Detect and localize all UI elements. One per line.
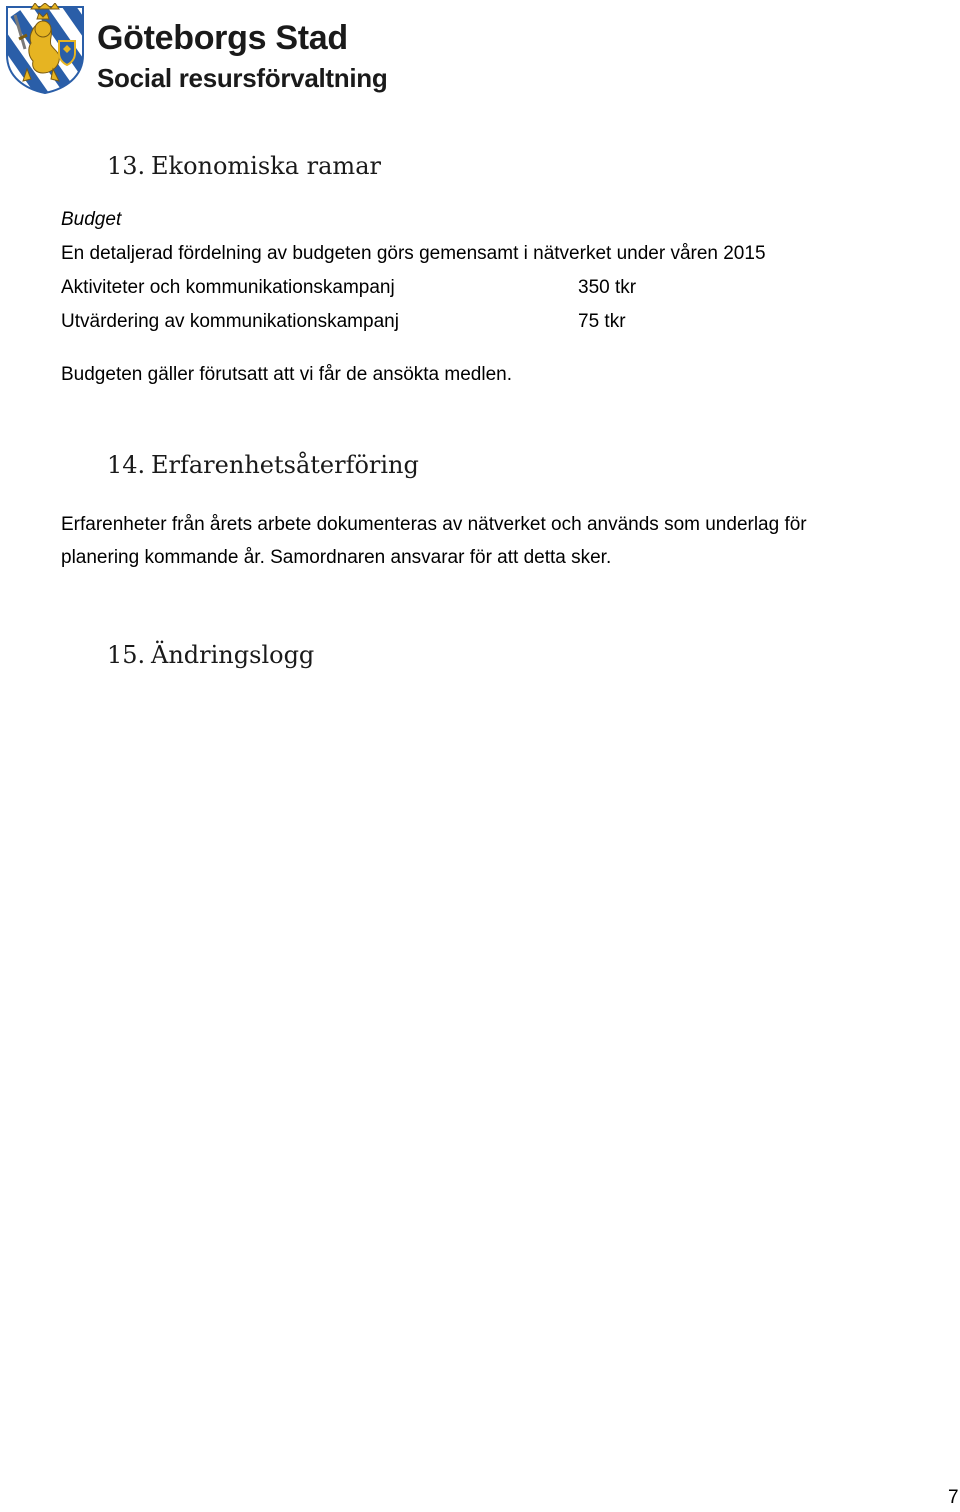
section-14-number: 14. (107, 451, 146, 479)
section-14-body (61, 508, 941, 574)
budget-intro: En detaljerad fördelning av budgeten görs gemensamt i nätverket under våren 2015 (61, 243, 766, 264)
organization-name: Göteborgs Stad (97, 19, 348, 57)
budget-item-amount: 75 tkr (578, 311, 626, 332)
section-13-number: 13. (107, 152, 146, 180)
section-15-heading (107, 640, 314, 670)
budget-subheading: Budget (61, 209, 122, 230)
organization-unit: Social resursförvaltning (97, 63, 388, 93)
budget-note: Budgeten gäller förutsatt att vi får de ansökta medlen. (61, 364, 512, 385)
section-14-body-line: planering kommande år. Samordnaren ansvarar för att detta sker. (61, 547, 612, 568)
section-14-body-line: Erfarenheter från årets arbete dokumenteras av nätverket och används som underlag för (61, 514, 807, 535)
section-13-heading (107, 151, 381, 181)
page-number: 7 (948, 1487, 959, 1508)
section-14-title: Erfarenhetsåterföring (151, 451, 419, 479)
budget-item-label: Utvärdering av kommunikationskampanj (61, 311, 399, 332)
goteborg-coat-of-arms-icon (3, 3, 87, 95)
section-15-number: 15. (107, 641, 146, 669)
budget-item-amount: 350 tkr (578, 277, 637, 298)
section-13-title: Ekonomiska ramar (151, 152, 381, 180)
section-14-heading (107, 450, 419, 480)
section-15-title: Ändringslogg (151, 641, 315, 669)
budget-item-label: Aktiviteter och kommunikationskampanj (61, 277, 395, 298)
